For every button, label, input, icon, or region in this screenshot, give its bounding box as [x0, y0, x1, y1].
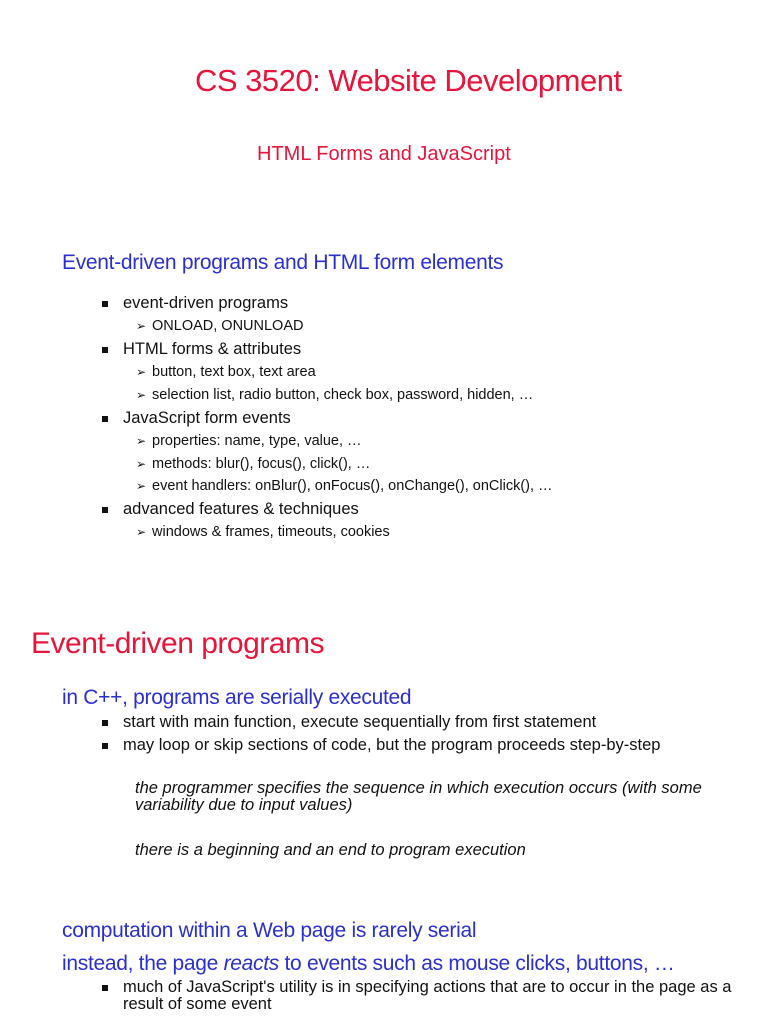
arrow-bullet-icon: ➢: [136, 365, 147, 379]
bullet: [102, 736, 660, 755]
bullet-text: JavaScript form events: [123, 409, 291, 427]
sub-bullet: [136, 478, 553, 494]
bullet-text: event-driven programs: [123, 294, 289, 312]
square-bullet-icon: [102, 985, 108, 991]
sub-bullet-text: ONLOAD, ONUNLOAD: [152, 318, 304, 334]
square-bullet-icon: [102, 347, 108, 353]
bullet-text: may loop or skip sections of code, but the program proceeds step-by-step: [123, 736, 661, 754]
square-bullet-icon: [102, 301, 108, 307]
sub-bullet: [136, 456, 370, 472]
sub-bullet-text: event handlers: onBlur(), onFocus(), onChange(), onClick(), …: [152, 478, 553, 494]
square-bullet-icon: [102, 507, 108, 513]
bullet-text: HTML forms & attributes: [123, 340, 302, 358]
bullet: [102, 409, 291, 428]
bullet-text: much of JavaScript's utility is in specifying actions that are to occur in the page as a result of some event: [123, 978, 732, 1013]
sub-bullet: [136, 524, 390, 540]
emphasis-reacts: reacts: [223, 952, 279, 975]
bullet: [102, 340, 301, 359]
bullet: [102, 500, 359, 519]
sub-bullet: [136, 318, 303, 334]
slide1-section-heading: Event-driven programs and HTML form elements: [62, 251, 504, 274]
square-bullet-icon: [102, 743, 108, 749]
arrow-bullet-icon: ➢: [136, 457, 147, 471]
arrow-bullet-icon: ➢: [136, 479, 147, 493]
sub-bullet-text: methods: blur(), focus(), click(), …: [152, 456, 371, 472]
slide2-heading-reacts: instead, the page reacts to events such as mouse clicks, buttons, …: [62, 952, 675, 975]
bullet: [102, 713, 596, 732]
sub-bullet: [136, 387, 533, 403]
bullet-text: start with main function, execute sequentially from first statement: [123, 713, 597, 731]
note-beginning-end: there is a beginning and an end to program execution: [135, 841, 526, 859]
bullet: [102, 979, 742, 1013]
arrow-bullet-icon: ➢: [136, 525, 147, 539]
sub-bullet-text: windows & frames, timeouts, cookies: [152, 524, 390, 540]
note-sequence: the programmer specifies the sequence in which execution occurs (with some variability due to input values): [135, 779, 702, 814]
sub-bullet-text: button, text box, text area: [152, 364, 316, 380]
sub-bullet-text: selection list, radio button, check box, password, hidden, …: [152, 387, 534, 403]
bullet-text: advanced features & techniques: [123, 500, 359, 518]
arrow-bullet-icon: ➢: [136, 434, 147, 448]
arrow-bullet-icon: ➢: [136, 319, 147, 333]
square-bullet-icon: [102, 416, 108, 422]
sub-bullet: [136, 364, 316, 380]
sub-bullet-text: properties: name, type, value, …: [152, 433, 362, 449]
arrow-bullet-icon: ➢: [136, 388, 147, 402]
slide1-title: CS 3520: Website Development: [195, 63, 622, 98]
square-bullet-icon: [102, 720, 108, 726]
slide2-heading-web: computation within a Web page is rarely serial: [62, 919, 477, 942]
slide1-subtitle: HTML Forms and JavaScript: [257, 143, 511, 165]
slide2-title: Event-driven programs: [31, 627, 324, 660]
slide2-heading-cpp: in C++, programs are serially executed: [62, 686, 412, 709]
sub-bullet: [136, 433, 362, 449]
bullet: [102, 294, 288, 313]
